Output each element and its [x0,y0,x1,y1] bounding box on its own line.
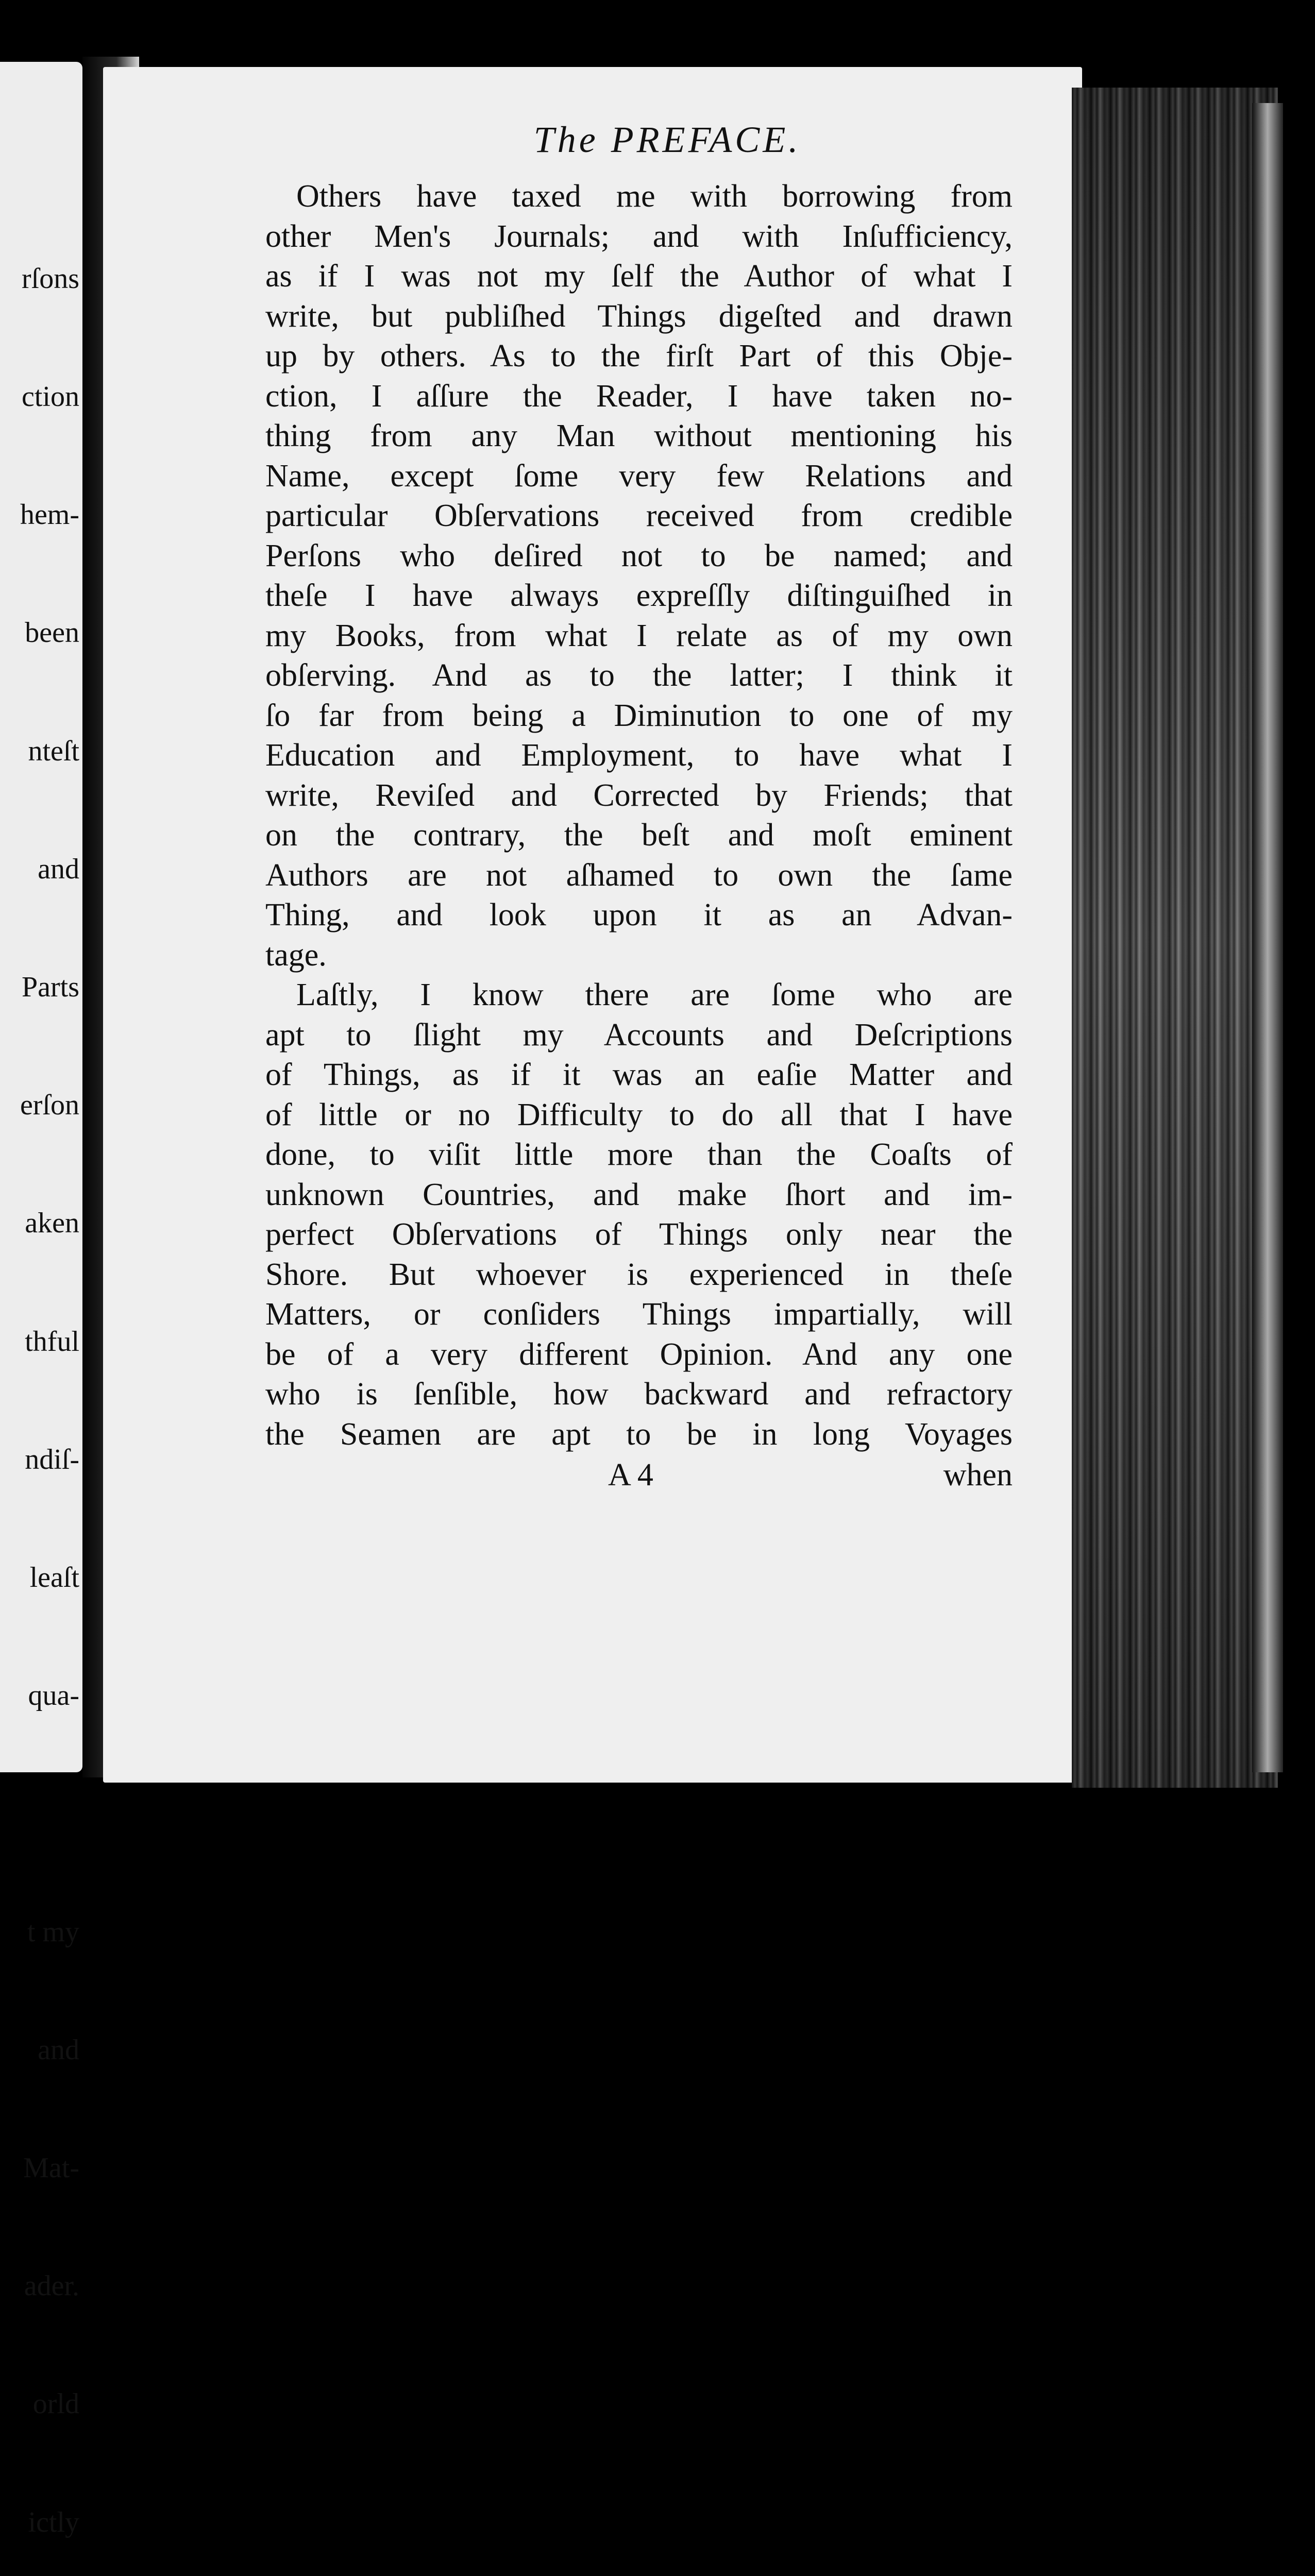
facing-line: Parts [22,971,79,1004]
facing-page-fragment [0,62,82,2538]
page-footer [265,1454,1013,1496]
text-line: my Books, from what I relate as of my own [265,618,1013,653]
facing-line: ction [22,381,79,413]
facing-line: aken [25,1207,79,1240]
facing-line: and [38,2033,79,2066]
text-line: other Men's Journals; and with Inſufficiency, [265,218,1013,254]
text-line: apt to ſlight my Accounts and Deſcriptions [265,1017,1013,1053]
facing-line: t my [27,1916,79,1948]
text-line: theſe I have always expreſſly diſtinguiſhed in [265,578,1013,613]
text-line: unknown Countries, and make ſhort and im- [265,1177,1013,1212]
facing-line: ndiſ- [25,1443,79,1476]
text-line: Name, except ſome very few Relations and [265,458,1013,494]
text-line: write, but publiſhed Things digeſted and drawn [265,298,1013,334]
text-line: be of a very different Opinion. And any one [265,1336,1013,1372]
facing-line: Mat- [23,2152,79,2184]
text-line: up by others. As to the firſt Part of this Obje- [265,338,1013,374]
text-line: Laſtly, I know there are ſome who are [296,977,1013,1012]
text-line: Shore. But whoever is experienced in theſe [265,1257,1013,1292]
text-line: perfect Obſervations of Things only near the [265,1217,1013,1252]
text-line: Others have taxed me with borrowing from [296,179,1013,214]
running-head: The PREFACE. [533,119,801,160]
catchword: when [943,1458,1013,1493]
text-line: Perſons who deſired not to be named; and [265,538,1013,573]
text-line: who is ſenſible, how backward and refractory [265,1377,1013,1412]
facing-line: thful [25,1325,79,1358]
facing-line [20,1794,79,1833]
text-line: thing from any Man without mentioning his [265,418,1013,453]
fore-edge-highlight [1252,103,1283,1772]
text-line: particular Obſervations received from credible [265,498,1013,533]
text-line: on the contrary, the beſt and moſt eminent [265,818,1013,853]
text-line: done, to viſit little more than the Coaſts of [265,1137,1013,1172]
text-line: write, Reviſed and Corrected by Friends; that [265,777,1013,813]
facing-line: leaſt [29,1562,79,1594]
facing-line: orld [32,2388,79,2420]
signature-mark: A 4 [608,1458,653,1493]
text-line: of Things, as if it was an eaſie Matter and [265,1057,1013,1092]
text-line: Thing, and look upon it as an Advan- [265,897,1013,933]
book-page [103,67,1082,1783]
text-line: obſerving. And as to the latter; I think it [265,658,1013,693]
facing-line: rſons [22,262,79,295]
text-line: of little or no Difficulty to do all that I have [265,1097,1013,1132]
text-line: ſo far from being a Diminution to one of my [265,698,1013,733]
text-line: Matters, or conſiders Things impartially, will [265,1297,1013,1332]
facing-line: and [38,853,79,885]
facing-line: hem- [20,499,79,531]
facing-line: ader. [24,2270,79,2302]
text-line: as if I was not my ſelf the Author of what I [265,259,1013,294]
facing-page-text [20,180,79,2576]
text-line: ction, I aſſure the Reader, I have taken no- [265,378,1013,414]
facing-line: been [25,617,79,649]
facing-line: ictly [28,2506,79,2538]
preface-body [265,177,1013,1454]
text-line: tage. [265,937,327,973]
page-text-block [265,118,1013,1496]
facing-line: qua- [28,1680,79,1712]
facing-line: nteſt [28,735,79,767]
text-line: Education and Employment, to have what I [265,738,1013,773]
text-line: Authors are not aſhamed to own the ſame [265,857,1013,893]
facing-line: erſon [20,1089,79,1122]
text-line: the Seamen are apt to be in long Voyages [265,1416,1013,1452]
book-fore-edge [1072,88,1278,1788]
